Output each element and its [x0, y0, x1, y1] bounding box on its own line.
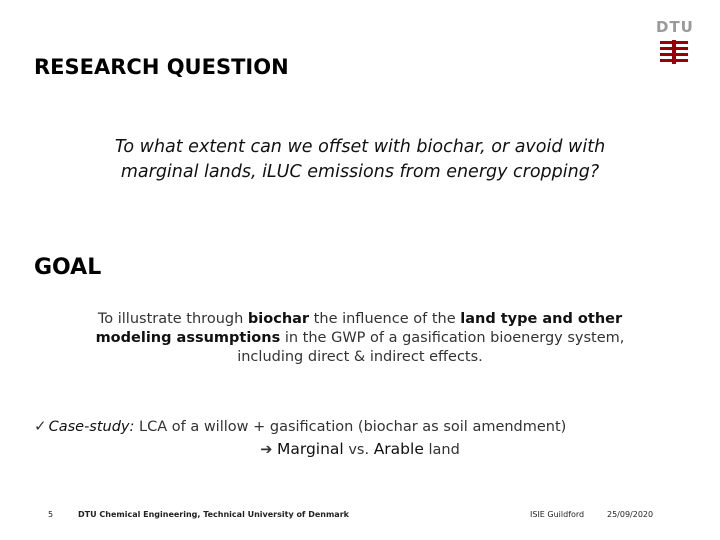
- goal-text: [20, 310, 700, 367]
- research-question: [40, 135, 680, 185]
- footer-page-number: 5: [48, 510, 54, 519]
- case-study-label: Case-study:: [48, 419, 135, 435]
- goal-line-3: including direct & indirect effects.: [237, 349, 483, 365]
- dtu-logo-icon: [660, 40, 688, 64]
- question-line-1: To what extent can we offset with biochar, or avoid with: [114, 137, 606, 157]
- arrow-right-icon: ➔: [260, 442, 277, 458]
- goal-emph-modeling: modeling assumptions: [95, 330, 281, 346]
- dtu-logo: [656, 18, 692, 66]
- footer-organization: DTU Chemical Engineering, Technical University of Denmark: [78, 510, 349, 519]
- case-study-text: LCA of a willow + gasification (biochar as soil amendment): [134, 419, 567, 435]
- question-line-2: marginal lands, iLUC emissions from energy cropping?: [120, 162, 600, 182]
- marginal-label: Marginal: [276, 440, 344, 458]
- goal-line-1: To illustrate through biochar the influence of the land type and other: [97, 311, 623, 327]
- land-comparison: ➔ Marginal vs. Arable land: [260, 440, 460, 458]
- page-title: RESEARCH QUESTION: [34, 55, 289, 79]
- arable-label: Arable: [373, 440, 424, 458]
- goal-emph-biochar: biochar: [247, 311, 310, 327]
- goal-heading: GOAL: [34, 255, 102, 280]
- logo-text: DTU: [656, 18, 694, 36]
- case-study-bullet: [34, 417, 694, 435]
- footer-date: 25/09/2020: [607, 510, 654, 519]
- checkmark-icon: ✓: [34, 417, 47, 435]
- goal-line-2: modeling assumptions in the GWP of a gasification bioenergy system,: [95, 330, 625, 346]
- footer-event: ISIE Guildford: [530, 510, 585, 519]
- goal-emph-land-type: land type and other: [460, 311, 623, 327]
